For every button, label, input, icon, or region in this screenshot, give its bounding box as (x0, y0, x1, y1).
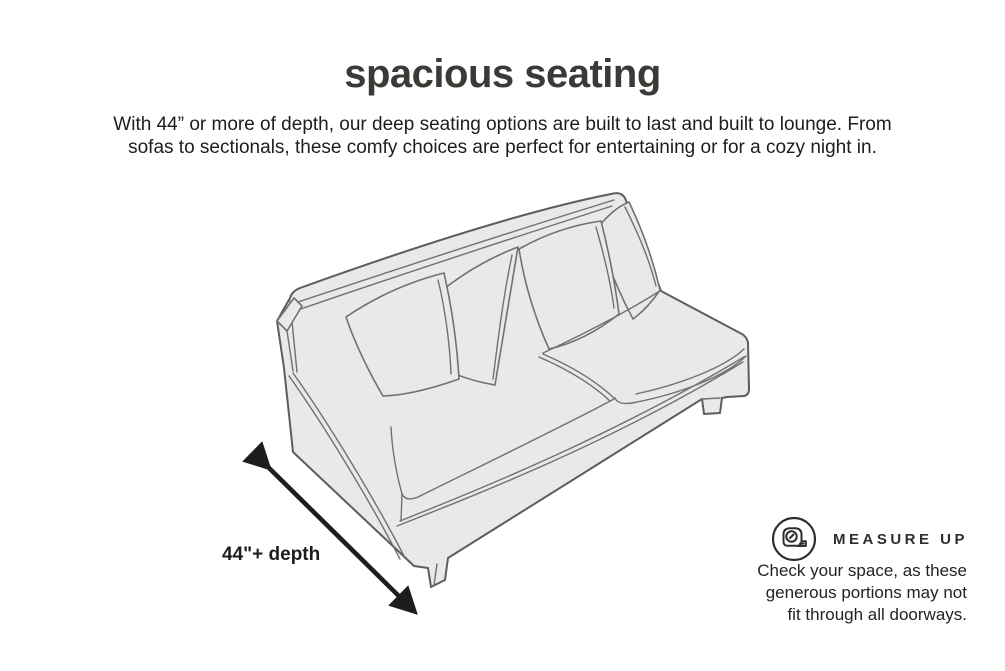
tape-measure-icon (770, 515, 818, 563)
depth-dimension-label: 44"+ depth (222, 544, 321, 565)
measure-up-note: Check your space, as these generous portions may not fit through all doorways. (757, 561, 967, 624)
measure-up-heading: MEASURE UP (833, 531, 969, 548)
page-description: With 44” or more of depth, our deep seating options are built to last and built to lounge. From sofas to sectionals, these comfy choices are perfect for entertaining or for a cozy night in. (113, 114, 892, 158)
page-title: spacious seating (344, 52, 661, 96)
